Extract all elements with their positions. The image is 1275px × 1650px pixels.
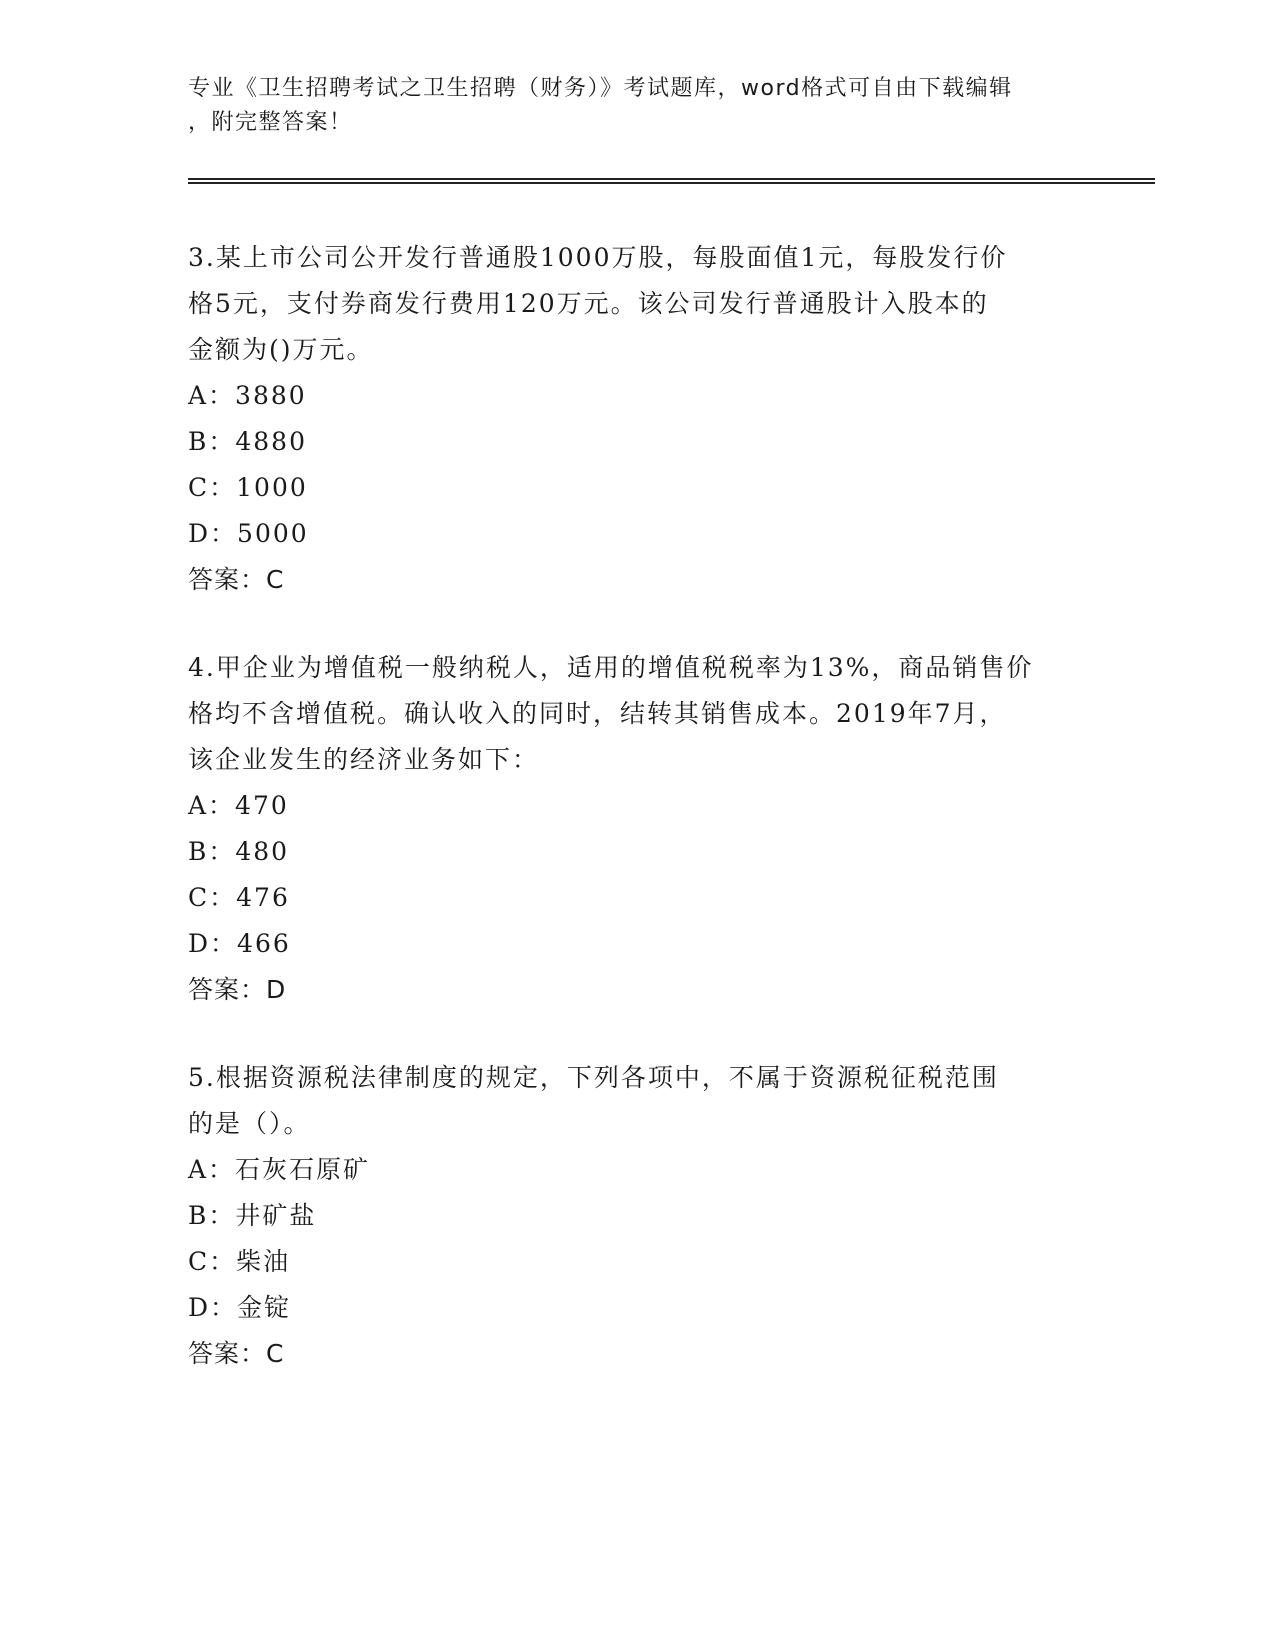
option-a: A：470 (188, 791, 289, 820)
option-c: C：1000 (188, 473, 308, 502)
question-text-line: 的是（）。 (188, 1109, 311, 1138)
option-b: B：井矿盐 (188, 1201, 317, 1230)
option-b: B：4880 (188, 427, 307, 456)
option-d: D：金锭 (188, 1293, 292, 1322)
answer-line: 答案：D (188, 975, 287, 1004)
question-text-line: 该企业发生的经济业务如下： (188, 745, 540, 774)
question-4 (188, 645, 1088, 1013)
option-b: B：480 (188, 837, 290, 866)
option-c: C：柴油 (188, 1247, 291, 1276)
option-d: D：5000 (188, 519, 309, 548)
answer-line: 答案：C (188, 565, 285, 594)
question-text-line: 金额为()万元。 (188, 335, 374, 364)
question-text-line: 格均不含增值税。确认收入的同时，结转其销售成本。2019年7月， (188, 699, 1007, 728)
header-line-2: ，附完整答案！ (188, 110, 353, 135)
question-5 (188, 1055, 1088, 1377)
question-text-line: 格5元，支付券商发行费用120万元。该公司发行普通股计入股本的 (188, 289, 989, 318)
header-line-1: 专业《卫生招聘考试之卫生招聘（财务）》考试题库，word格式可自由下载编辑 (188, 76, 1013, 101)
document-header (188, 72, 1088, 140)
question-text-line: 3.某上市公司公开发行普通股1000万股，每股面值1元，每股发行价 (188, 243, 1008, 272)
question-text-line: 5.根据资源税法律制度的规定，下列各项中，不属于资源税征税范围 (188, 1063, 999, 1092)
question-3 (188, 235, 1088, 603)
header-divider (188, 178, 1155, 184)
option-c: C：476 (188, 883, 290, 912)
option-d: D：466 (188, 929, 291, 958)
option-a: A：3880 (188, 381, 307, 410)
question-text-line: 4.甲企业为增值税一般纳税人，适用的增值税税率为13%，商品销售价 (188, 653, 1034, 682)
option-a: A：石灰石原矿 (188, 1155, 371, 1184)
answer-line: 答案：C (188, 1339, 285, 1368)
